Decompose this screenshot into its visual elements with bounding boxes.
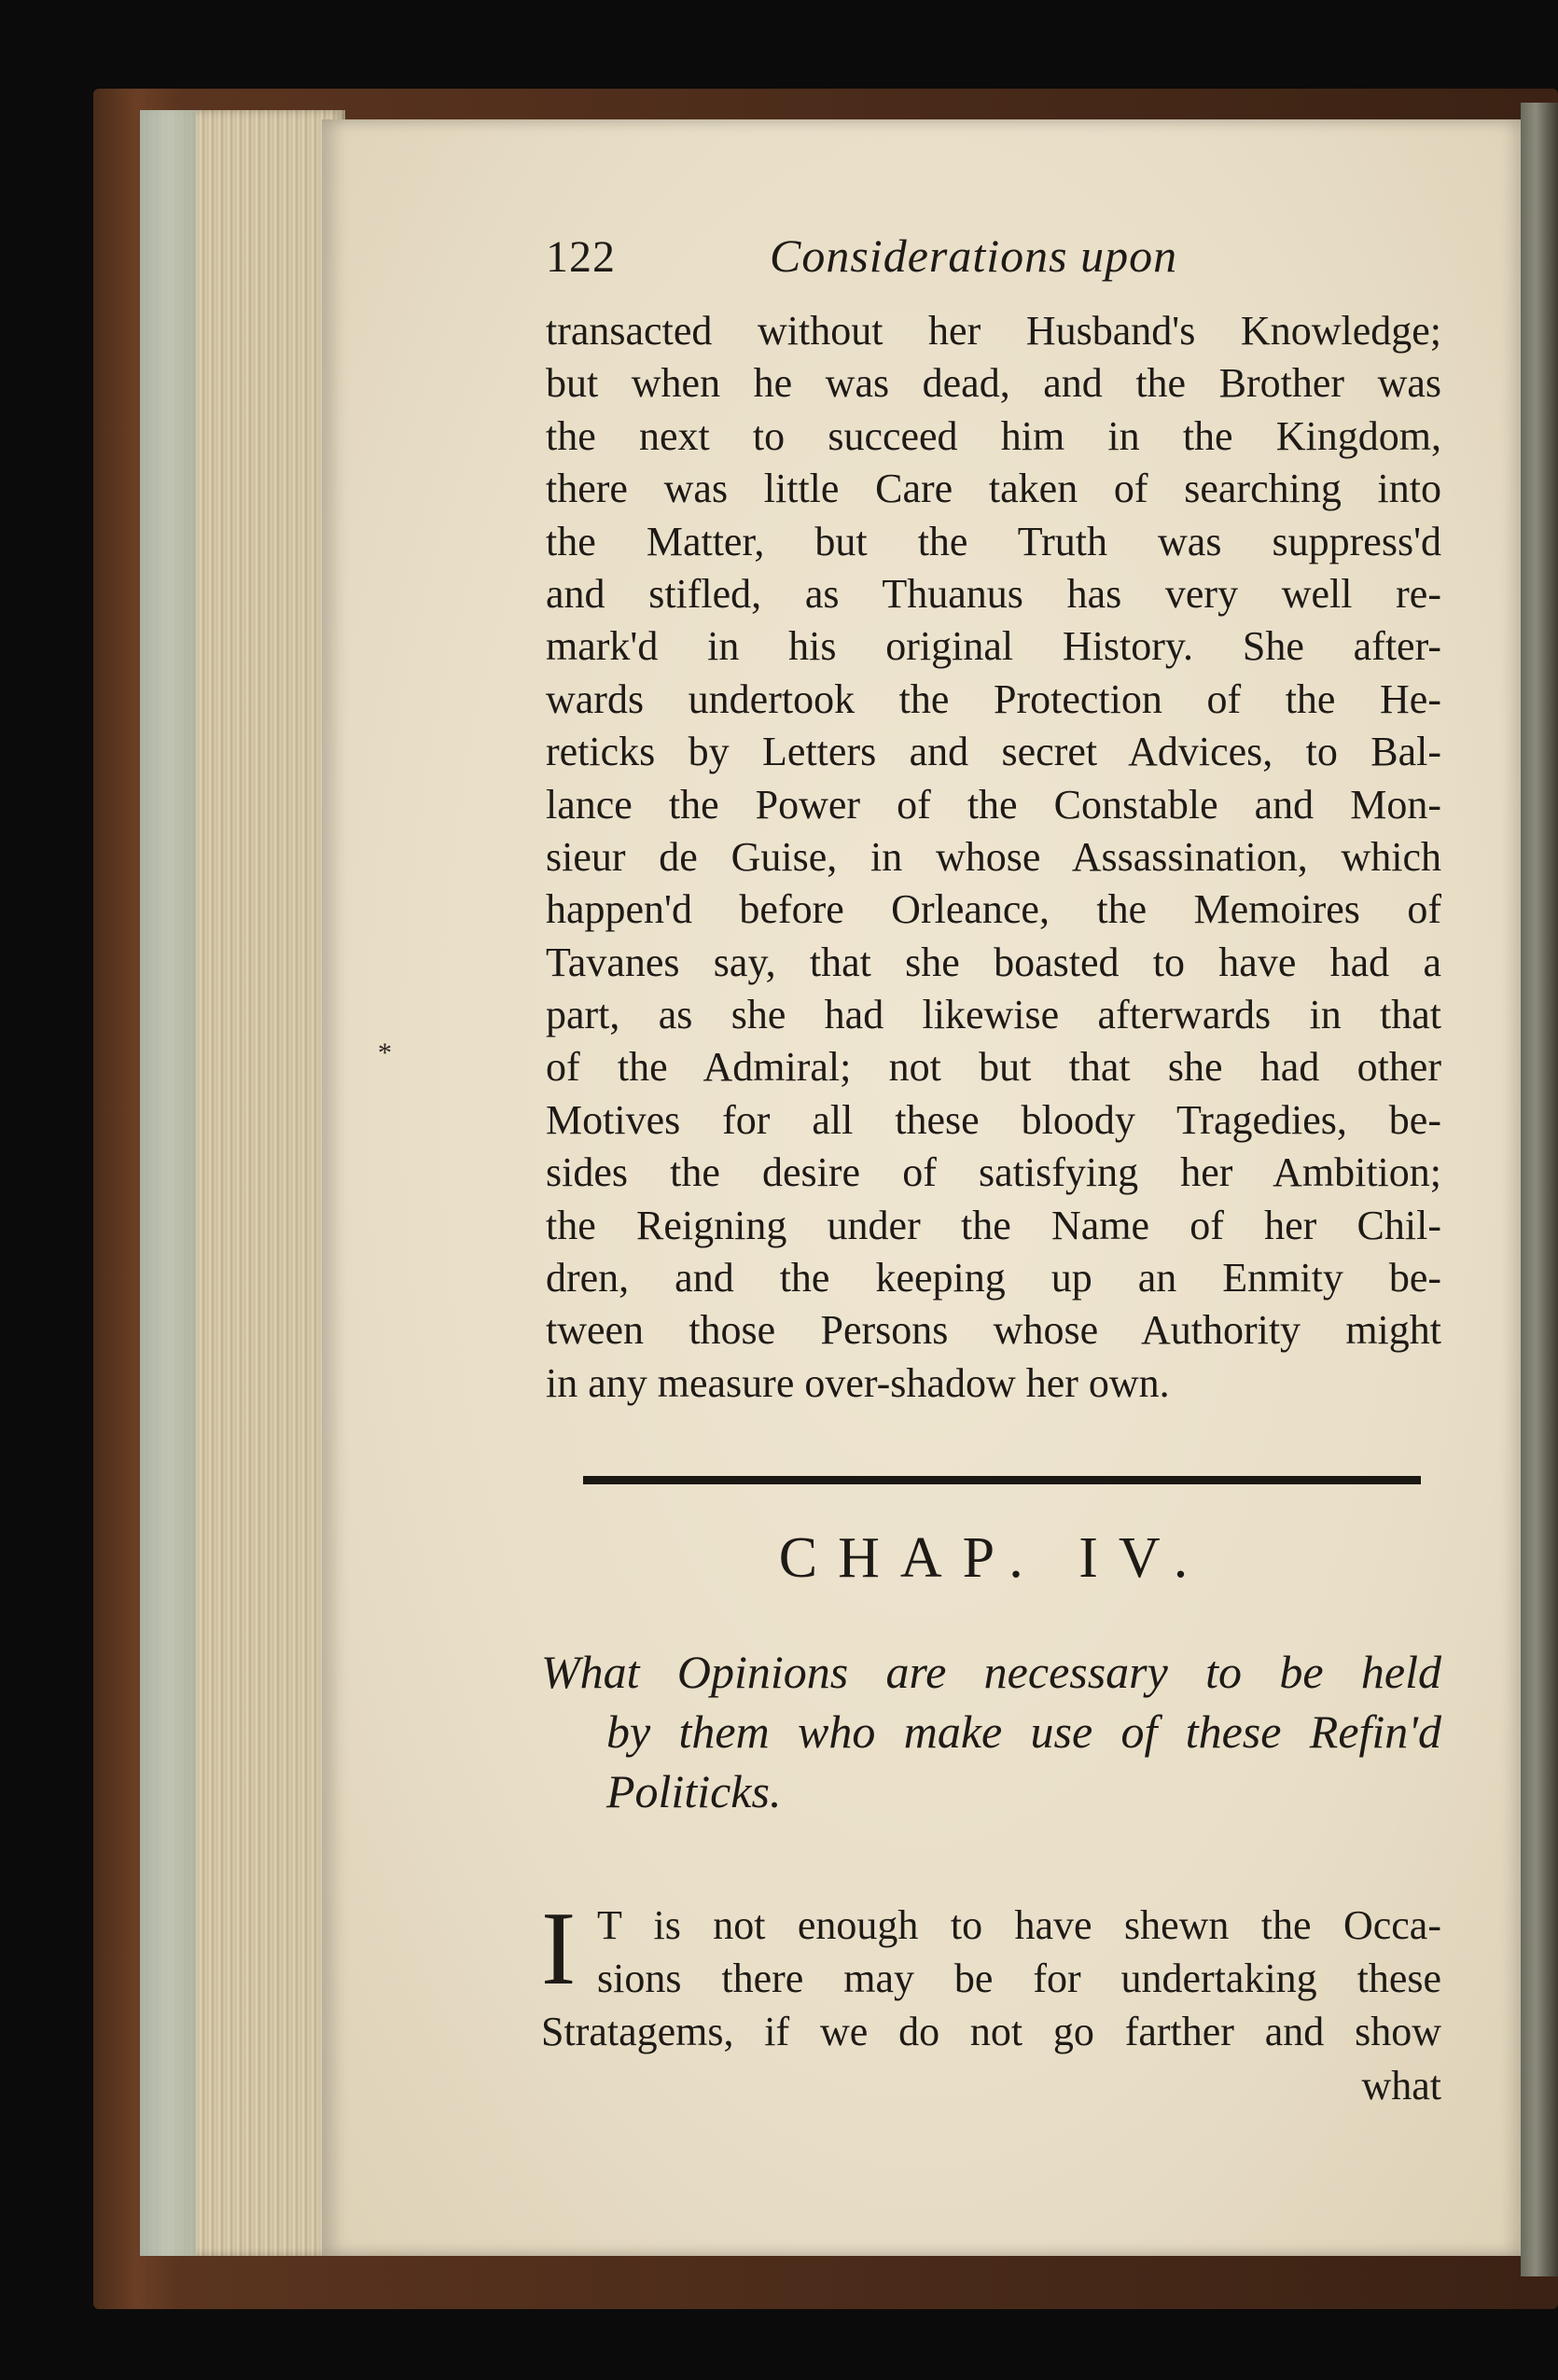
body-line: part, as she had likewise afterwards in that — [546, 992, 1441, 1038]
opening-paragraph — [541, 1891, 1441, 2058]
body-line: happen'd before Orleance, the Memoires of — [546, 886, 1441, 933]
opening-line: sions there may be for undertaking these — [597, 1955, 1441, 2001]
body-line: sides the desire of satisfying her Ambition; — [546, 1149, 1441, 1196]
body-line: in any measure over-shadow her own. — [546, 1359, 1170, 1406]
body-line: Motives for all these bloody Tragedies, be- — [546, 1096, 1441, 1143]
chapter-title-line: by them who make use of these Refin'd — [606, 1705, 1441, 1758]
running-title: Considerations upon — [770, 230, 1178, 282]
body-line: wards undertook the Protection of the He- — [546, 675, 1441, 722]
book-gutter — [1521, 103, 1558, 2276]
body-line: the next to succeed him in the Kingdom, — [546, 412, 1441, 459]
chapter-title-line: Politicks. — [606, 1765, 782, 1817]
chapter-title — [541, 1642, 1441, 1821]
body-line: lance the Power of the Constable and Mon- — [546, 781, 1441, 828]
running-head — [546, 229, 1441, 303]
body-line: the Matter, but the Truth was suppress'd — [546, 518, 1441, 564]
body-line: of the Admiral; not but that she had other — [546, 1044, 1441, 1091]
page-edge-strip — [140, 110, 196, 2256]
body-line: tween those Persons whose Authority might — [546, 1307, 1441, 1354]
body-line: and stifled, as Thuanus has very well re- — [546, 570, 1441, 617]
body-line: dren, and the keeping up an Enmity be- — [546, 1255, 1441, 1301]
margin-mark: * — [378, 1037, 392, 1068]
drop-cap: I — [541, 1891, 577, 2007]
opening-line: T is not enough to have shewn the Occa- — [597, 1902, 1441, 1948]
body-line: there was little Care taken of searching into — [546, 466, 1441, 512]
body-line: transacted without her Husband's Knowledge; — [546, 308, 1441, 354]
section-rule — [583, 1476, 1421, 1484]
catchword: what — [1361, 2063, 1441, 2109]
text-block — [546, 229, 1441, 1410]
body-line: Tavanes say, that she boasted to have had a — [546, 939, 1441, 985]
body-line: mark'd in his original History. She after- — [546, 623, 1441, 670]
body-text — [546, 305, 1441, 1410]
page-number: 122 — [546, 232, 616, 282]
body-line: sieur de Guise, in whose Assassination, which — [546, 833, 1441, 880]
opening-line: Stratagems, if we do not go farther and show — [541, 2009, 1441, 2054]
body-line: reticks by Letters and secret Advices, to Bal- — [546, 729, 1441, 775]
chapter-heading: CHAP. IV. — [778, 1526, 1209, 1590]
body-line: the Reigning under the Name of her Chil- — [546, 1202, 1441, 1248]
body-line: but when he was dead, and the Brother was — [546, 360, 1441, 407]
chapter-title-line: What Opinions are necessary to be held — [541, 1646, 1441, 1698]
